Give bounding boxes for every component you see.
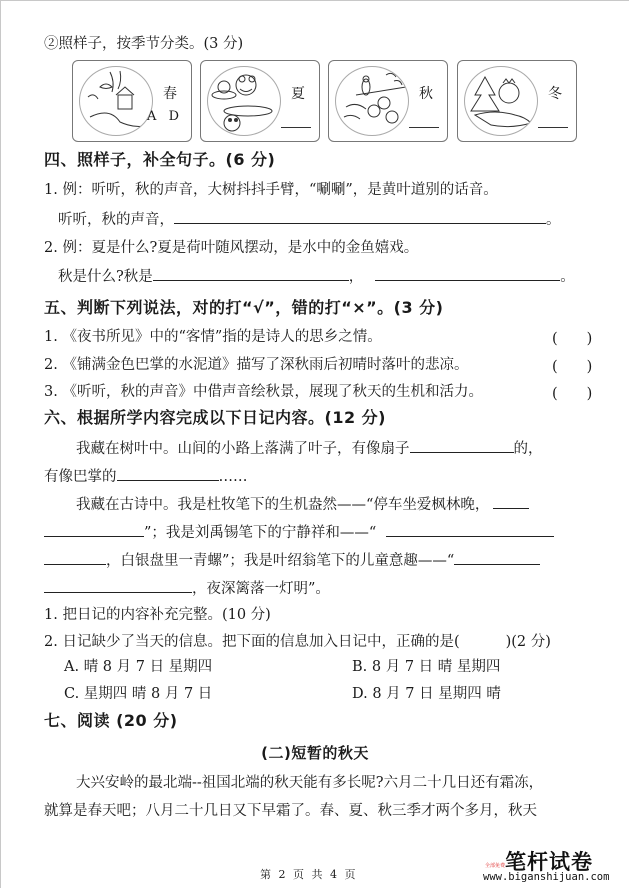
q1-answer-blank[interactable]	[174, 209, 546, 224]
diary-blank-poem1-a[interactable]	[493, 494, 529, 509]
judge-answer-paren-1[interactable]: ( )	[552, 331, 593, 347]
passage-line-1: 大兴安岭的最北端--祖国北端的秋天能有多长呢?六月二十几日还有霜冻，	[76, 775, 544, 791]
diary-p2-line3: ，白银盘里一青螺”；我是叶绍翁笔下的儿童意趣——“	[44, 550, 540, 571]
watermark-tag: 全部免费	[485, 863, 506, 869]
diary-p2-line2: ”；我是刘禹锡笔下的宁静祥和——“	[44, 522, 554, 543]
diary-blank-fan[interactable]	[410, 438, 514, 453]
season-label: 冬	[548, 86, 562, 102]
q2-prompt: 秋是什么?秋是	[58, 269, 153, 285]
judge-answer-paren-3[interactable]: ( )	[552, 386, 593, 402]
q2-answer-blank-2[interactable]	[375, 266, 560, 281]
season-label: 夏	[291, 86, 305, 102]
autumn-bird-fruit-branch-icon	[335, 66, 409, 136]
section4-heading: 四、照样子，补全句子。(6 分)	[44, 150, 276, 169]
answer-blank[interactable]	[409, 127, 439, 128]
winter-snowman-pine-icon	[464, 66, 538, 136]
page-number: 第 2 页 共 4 页	[260, 868, 358, 881]
section6-heading: 六、根据所学内容完成以下日记内容。(12 分)	[44, 408, 386, 427]
diary-p2-line1: 我藏在古诗中。我是杜牧笔下的生机盎然——“停车坐爱枫林晚，	[76, 494, 529, 515]
section7-heading: 七、阅读 (20 分)	[44, 711, 178, 730]
q2-answer-blank-1[interactable]	[153, 266, 349, 281]
season-card-summer	[200, 60, 320, 142]
spring-birds-house-icon	[79, 66, 153, 136]
judge-item-2: 2. 《铺满金色巴掌的水泥道》描写了深秋雨后初晴时落叶的悲凉。	[44, 357, 469, 373]
judge-answer-paren-2[interactable]: ( )	[552, 359, 593, 375]
summer-frog-lotus-icon	[207, 66, 281, 136]
passage-title: (二)短暂的秋天	[261, 744, 369, 762]
passage-line-2: 就算是春天吧；八月二十几日又下早霜了。春、夏、秋三季才两个多月，秋天	[44, 803, 537, 819]
option-b[interactable]: B. 8 月 7 日 晴 星期四	[352, 659, 501, 675]
diary-p2-line4: ，夜深篱落一灯明”。	[44, 578, 330, 599]
answer-blank[interactable]	[281, 127, 311, 128]
section6-q1: 1. 把日记的内容补充完整。(10 分)	[44, 607, 271, 623]
section5-heading: 五、判断下列说法，对的打“√”，错的打“×”。(3 分)	[44, 298, 444, 317]
watermark-url: www.biganshijuan.com	[483, 871, 610, 883]
q3-sub2-title: ②照样子，按季节分类。(3 分)	[44, 36, 244, 52]
season-label: 秋	[419, 86, 433, 102]
option-d[interactable]: D. 8 月 7 日 星期四 晴	[352, 686, 501, 702]
answer-blank[interactable]	[538, 127, 568, 128]
watermark-brand: 笔杆试卷	[505, 850, 593, 874]
section4-q1-answer-row: 听听，秋的声音， 。	[58, 209, 561, 230]
diary-blank-palm[interactable]	[117, 466, 219, 481]
season-label: 春	[163, 86, 177, 102]
judge-item-1: 1. 《夜书所见》中的“客情”指的是诗人的思乡之情。	[44, 329, 382, 345]
option-a[interactable]: A. 晴 8 月 7 日 星期四	[64, 659, 213, 675]
judge-item-3: 3. 《听听，秋的声音》中借声音绘秋景，展现了秋天的生机和活力。	[44, 384, 483, 400]
q1-prompt: 听听，秋的声音，	[58, 212, 174, 228]
diary-blank-poem2-a[interactable]	[386, 522, 554, 537]
season-card-spring	[72, 60, 192, 142]
section6-q2: 2. 日记缺少了当天的信息。把下面的信息加入日记中，正确的是( )(2 分)	[44, 634, 551, 650]
diary-p1-line2: 有像巴掌的 ……	[44, 466, 248, 487]
season-answer: A D	[147, 109, 183, 124]
diary-blank-poem1-b[interactable]	[44, 522, 144, 537]
section4-q1-example: 1. 例：听听，秋的声音，大树抖抖手臂，“唰唰”，是黄叶道别的话音。	[44, 182, 498, 198]
diary-p1-line1: 我藏在树叶中。山间的小路上落满了叶子，有像扇子 的，	[76, 438, 543, 459]
diary-blank-poem3-b[interactable]	[44, 578, 192, 593]
diary-blank-poem3-a[interactable]	[454, 550, 540, 565]
season-card-autumn	[328, 60, 448, 142]
section4-q2-answer-row: 秋是什么?秋是 ， 。	[58, 266, 575, 287]
diary-blank-poem2-b[interactable]	[44, 550, 106, 565]
season-card-winter	[457, 60, 577, 142]
option-c[interactable]: C. 星期四 晴 8 月 7 日	[64, 686, 213, 702]
section4-q2-example: 2. 例：夏是什么?夏是荷叶随风摆动，是水中的金鱼嬉戏。	[44, 240, 419, 256]
